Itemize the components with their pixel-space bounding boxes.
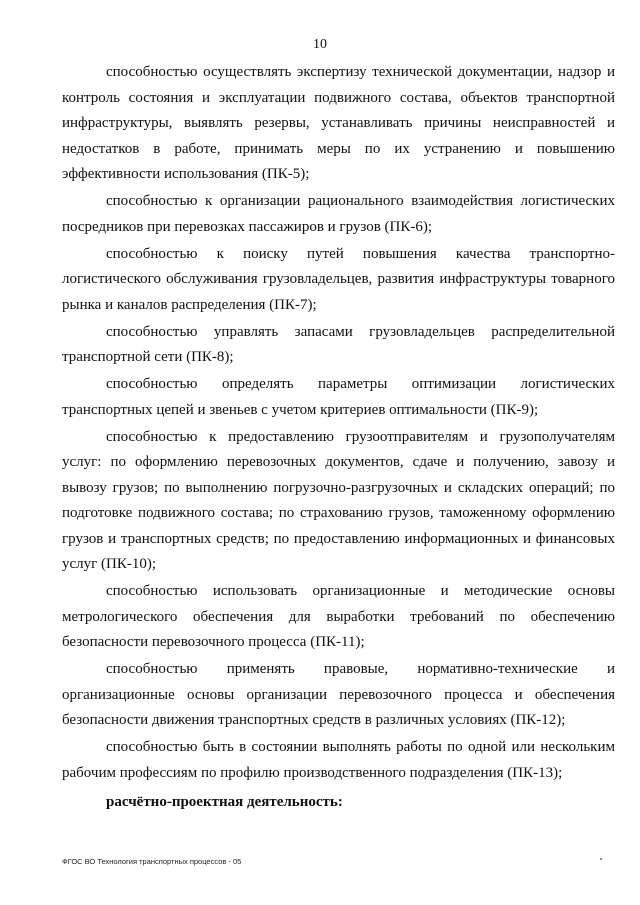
section-heading: расчётно-проектная деятельность: (106, 794, 343, 810)
document-body (62, 60, 615, 817)
competency-paragraph: способностью к поиску путей повышения качества транспортно-логистического обслуживания грузовладельцев, развития инфраструктуры товарного рынка и каналов распределения (ПК-7); (62, 245, 615, 313)
page-number: 10 (313, 37, 327, 52)
competency-paragraph: способностью использовать организационные и методические основы метрологического обеспечения для выработки требований по обеспечению безопасности перевозочного процесса (ПК-11); (62, 583, 615, 650)
competency-paragraph: способностью быть в состоянии выполнять работы по одной или нескольким рабочим профессиям по профилю производственного подразделения (ПК-13); (62, 739, 615, 781)
competency-paragraph: способностью к предоставлению грузоотправителям и грузополучателям услуг: по оформлению перевозочных документов, сдаче и получению, завозу и вывозу грузов; по выполнению погрузочно-разгрузочных и складских операций; по подготовке подвижного состава; по страхованию грузов, таможенному оформлению грузов и транспортных средств; по предоставлению информационных и финансовых услуг (ПК-10); (62, 428, 615, 572)
footer-text: ФГОС ВО Технология транспортных процессов - 05 (62, 857, 242, 866)
competency-paragraph: способностью осуществлять экспертизу технической документации, надзор и контроль состояния и эксплуатации подвижного состава, объектов транспортной инфраструктуры, выявлять резервы, устанавливать причины неисправностей и недостатков в работе, принимать меры по их устранению и повышению эффективности использования (ПК-5); (62, 64, 615, 182)
competency-paragraph: способностью управлять запасами грузовладельцев распределительной транспортной сети (ПК-8); (62, 323, 615, 365)
scan-speck (600, 858, 602, 860)
competency-paragraph: способностью к организации рационального взаимодействия логистических посредников при перевозках пассажиров и грузов (ПК-6); (62, 193, 615, 235)
competency-paragraph: способностью применять правовые, нормативно-технические и организационные основы организации перевозочного процесса и обеспечения безопасности движения транспортных средств в различных условиях (ПК-12); (62, 661, 615, 728)
competency-paragraph: способностью определять параметры оптимизации логистических транспортных цепей и звеньев с учетом критериев оптимальности (ПК-9); (62, 376, 615, 418)
